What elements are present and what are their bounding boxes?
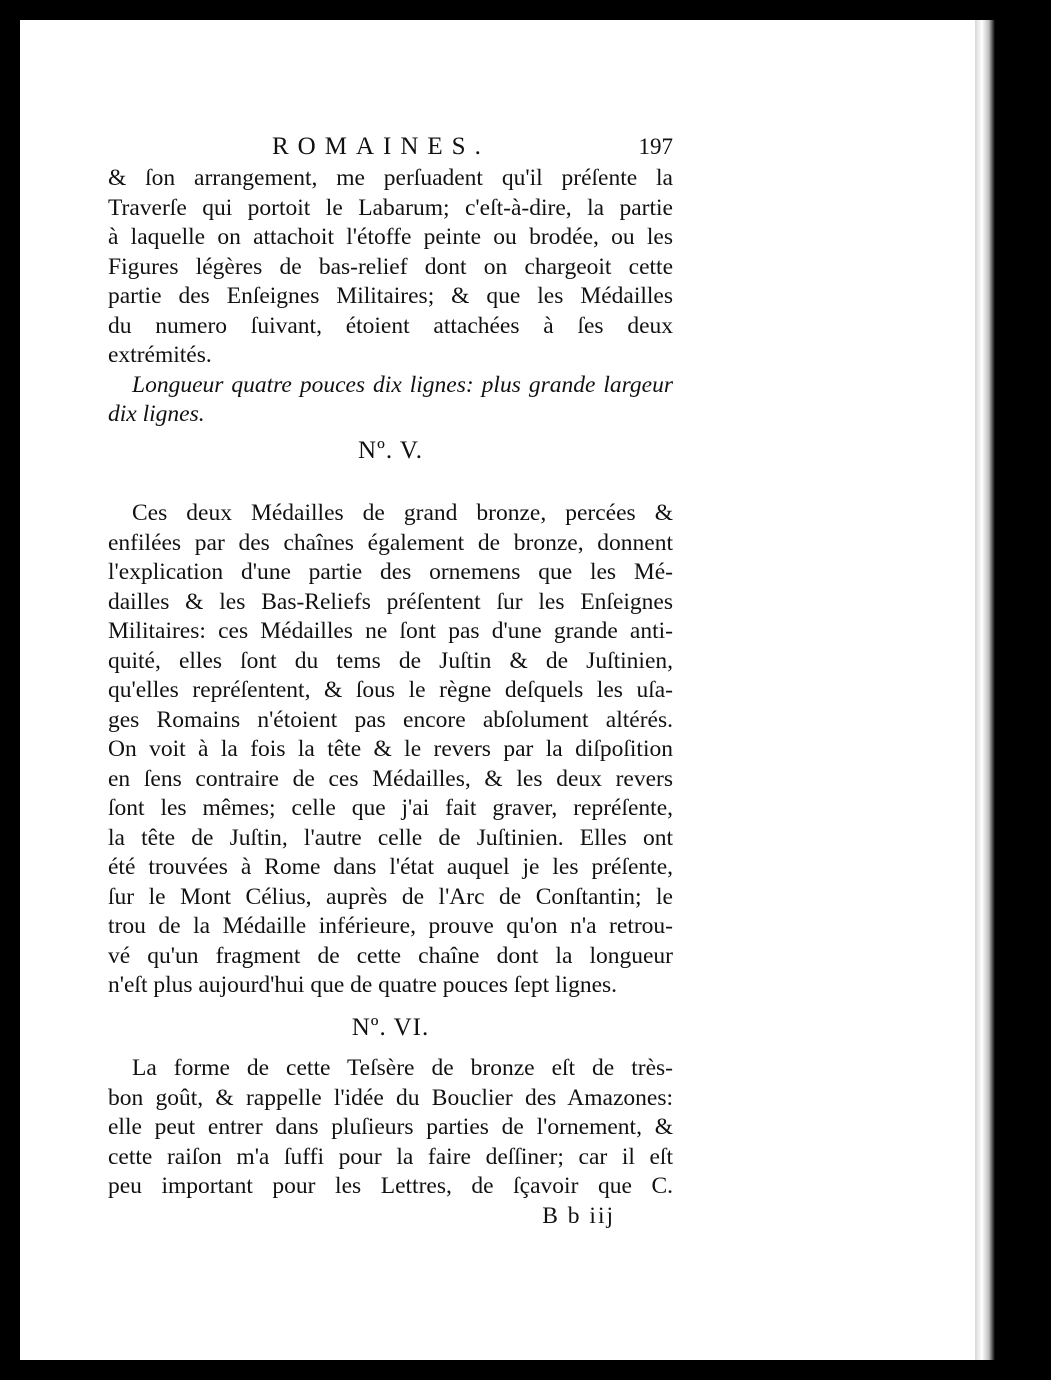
text-line: du numero ſuivant, étoient attachées à ſes deux bbox=[108, 312, 673, 339]
paragraph-continuation bbox=[108, 164, 673, 371]
text-line: quité, elles ſont du tems de Juſtin & de Juſtinien, bbox=[108, 647, 673, 674]
section-heading-6: Nº. VI. bbox=[351, 1013, 430, 1041]
text-line: trou de la Médaille inférieure, prouve qu'on n'a retrou- bbox=[108, 913, 673, 939]
text-line: dailles & les Bas-Reliefs préſentent ſur les Enſeignes bbox=[108, 588, 673, 615]
text-line: enfilées par des chaînes également de bronze, donnent bbox=[108, 529, 673, 556]
text-line: Figures légères de bas-relief dont on chargeoit cette bbox=[108, 253, 673, 280]
text-line: & ſon arrangement, me perſuadent qu'il préſente la bbox=[108, 165, 673, 191]
text-line: La forme de cette Teſsère de bronze eſt de très- bbox=[132, 1055, 673, 1081]
running-title: ROMAINES. bbox=[272, 133, 490, 160]
text-line: Ces deux Médailles de grand bronze, percées & bbox=[132, 500, 673, 526]
dimensions-line: Longueur quatre pouces dix lignes: plus grande largeur bbox=[132, 371, 673, 398]
text-line: ſont les mêmes; celle que j'ai fait graver, repréſente, bbox=[108, 795, 673, 821]
page-header bbox=[108, 132, 673, 164]
text-line: cette raiſon m'a ſuffi pour la faire deſſiner; car il eſt bbox=[108, 1143, 673, 1170]
text-line: en ſens contraire de ces Médailles, & les deux revers bbox=[108, 765, 673, 792]
dimensions-note bbox=[108, 371, 673, 430]
text-line: à laquelle on attachoit l'étoffe peinte ou brodée, ou les bbox=[108, 224, 673, 250]
text-line: bon goût, & rappelle l'idée du Bouclier des Amazones: bbox=[108, 1084, 673, 1111]
text-line: On voit à la fois la tête & le revers par la diſpoſition bbox=[108, 736, 673, 762]
section-6-body bbox=[108, 1054, 673, 1202]
book-page bbox=[20, 20, 980, 1360]
text-line: vé qu'un fragment de cette chaîne dont la longueur bbox=[108, 942, 673, 969]
text-line: qu'elles repréſentent, & ſous le règne deſquels les uſa- bbox=[108, 677, 673, 703]
text-line: Militaires: ces Médailles ne ſont pas d'une grande anti- bbox=[108, 618, 673, 644]
text-line: ges Romains n'étoient pas encore abſolument altérés. bbox=[108, 706, 673, 733]
text-line: peu important pour les Lettres, de ſçavoir que C. bbox=[108, 1173, 673, 1199]
text-line: l'explication d'une partie des ornemens que les Mé- bbox=[108, 559, 673, 585]
section-heading-5: Nº. V. bbox=[358, 436, 423, 464]
page-text bbox=[108, 132, 673, 1231]
dimensions-line: dix lignes. bbox=[108, 401, 205, 427]
text-line: partie des Enſeignes Militaires; & que les Médailles bbox=[108, 283, 673, 309]
page-edge bbox=[975, 20, 995, 1360]
text-line: n'eſt plus aujourd'hui que de quatre pouces ſept lignes. bbox=[108, 972, 618, 998]
section-5-body bbox=[108, 499, 673, 1001]
text-line: été trouvées à Rome dans l'état auquel je les préſente, bbox=[108, 854, 673, 880]
signature-mark: B b iij bbox=[542, 1202, 615, 1229]
text-line: extrémités. bbox=[108, 342, 212, 368]
text-line: la tête de Juſtin, l'autre celle de Juſtinien. Elles ont bbox=[108, 824, 673, 851]
page-number: 197 bbox=[638, 134, 673, 159]
text-line: ſur le Mont Célius, auprès de l'Arc de Conſtantin; le bbox=[108, 883, 673, 910]
text-line: elle peut entrer dans pluſieurs parties de l'ornement, & bbox=[108, 1114, 673, 1140]
text-line: Traverſe qui portoit le Labarum; c'eſt-à-dire, la partie bbox=[108, 194, 673, 221]
